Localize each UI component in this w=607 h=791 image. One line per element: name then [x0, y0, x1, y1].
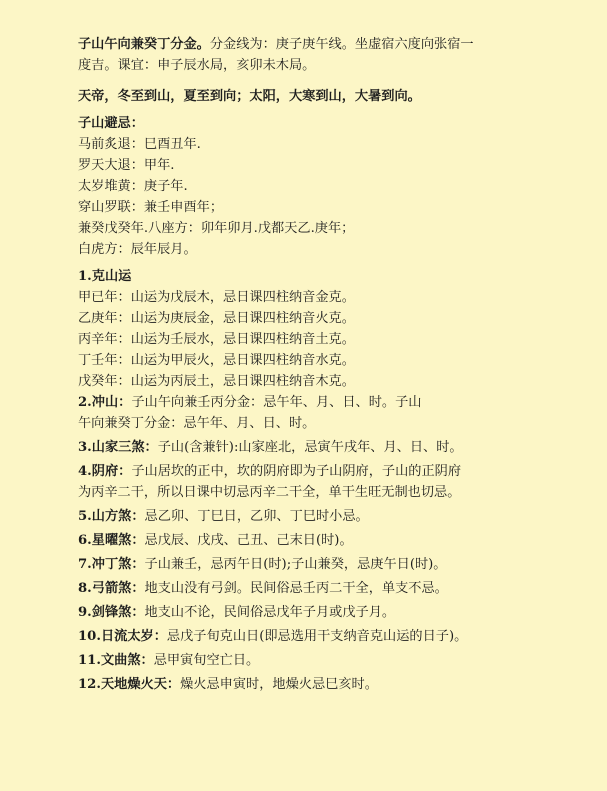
section-line [78, 650, 583, 671]
section-line [78, 413, 583, 434]
avoid-item: 穿山罗联：兼壬申酉年； [78, 200, 224, 215]
section-line [78, 482, 583, 503]
section-label: 7.冲丁煞： [78, 557, 145, 572]
section-line [78, 392, 583, 413]
section-text: 为丙辛二干，所以日课中切忌丙辛二干全，单干生旺无制也切忌。 [78, 485, 461, 500]
section-text: 燥火忌申寅时，地燥火忌巳亥时。 [180, 677, 378, 692]
section-label: 10.日流太岁： [78, 629, 167, 644]
avoid-item: 太岁堆黄：庚子年. [78, 179, 188, 194]
section-label: 11.文曲煞： [78, 653, 154, 668]
section-label: 5.山方煞： [78, 509, 145, 524]
sections [78, 392, 583, 695]
section-text: 忌戊辰、戊戌、己丑、己末日(时)。 [144, 533, 353, 548]
section-line [78, 554, 583, 575]
section-label: 9.剑锋煞： [78, 605, 145, 620]
section-line [78, 437, 583, 458]
section-text: 忌乙卯、丁巳日，乙卯、丁巳时小忌。 [144, 509, 369, 524]
section-line [78, 626, 583, 647]
section-text: 忌甲寅旬空亡日。 [153, 653, 260, 668]
section-text: 忌戊子旬克山日(即忌选用干支纳音克山运的日子)。 [166, 629, 468, 644]
section-text: 午向兼癸丁分金：忌午年、月、日、时。 [78, 416, 316, 431]
section-line [78, 578, 583, 599]
intro-line-2: 度吉。课宜：申子辰水局，亥卯未木局。 [78, 58, 316, 73]
section-label: 8.弓箭煞： [78, 581, 145, 596]
avoid-item: 兼癸戊癸年.八座方：卯年卯月.戊都天乙.庚年； [78, 221, 355, 236]
section-text: 子山居坎的正中，坎的阴府即为子山阴府，子山的正阴府 [131, 464, 462, 479]
section-text: 子山(含兼针):山家座北，忌寅午戌年、月、日、时。 [157, 440, 463, 455]
avoid-item: 马前炙退：巳酉丑年. [78, 137, 201, 152]
section-text: 子山午向兼壬丙分金：忌午年、月、日、时。子山 [131, 395, 422, 410]
section-label: 12.天地燥火天： [78, 677, 181, 692]
avoid-item: 罗天大退：甲年. [78, 158, 175, 173]
kesha-heading: 1.克山运 [78, 269, 132, 284]
kesha-item: 甲已年：山运为戊辰木，忌日课四柱纳音金克。 [78, 290, 355, 305]
kesha-item: 丁壬年：山运为甲辰火，忌日课四柱纳音水克。 [78, 353, 355, 368]
intro-text: 分金线为：庚子庚午线。坐虚宿六度向张宿一 [209, 37, 474, 52]
section-line [78, 602, 583, 623]
section-line [78, 674, 583, 695]
section-text: 地支山没有弓剑。民间俗忌壬丙二干全，单支不忌。 [144, 581, 448, 596]
intro-line-1 [78, 34, 583, 55]
kesha-item: 乙庚年：山运为庚辰金，忌日课四柱纳音火克。 [78, 311, 355, 326]
section-label: 2.冲山： [78, 395, 132, 410]
section-text: 地支山不论，民间俗忌戊年子月或戊子月。 [144, 605, 396, 620]
kesha-item: 戊癸年：山运为丙辰土，忌日课四柱纳音木克。 [78, 374, 355, 389]
tiandi-line: 天帝，冬至到山，夏至到向；太阳，大寒到山，大暑到向。 [78, 89, 421, 104]
avoid-heading: 子山避忌： [78, 116, 144, 131]
section-label: 6.星曜煞： [78, 533, 145, 548]
section-line [78, 530, 583, 551]
section-line [78, 461, 583, 482]
kesha-item: 丙辛年：山运为壬辰水，忌日课四柱纳音土克。 [78, 332, 355, 347]
section-text: 子山兼壬，忌丙午日(时);子山兼癸，忌庚午日(时)。 [144, 557, 447, 572]
document-body [78, 34, 583, 695]
intro-title: 子山午向兼癸丁分金。 [78, 37, 210, 52]
section-label: 3.山家三煞： [78, 440, 158, 455]
avoid-item: 白虎方：辰年辰月。 [78, 242, 197, 257]
section-label: 4.阴府： [78, 464, 132, 479]
section-line [78, 506, 583, 527]
